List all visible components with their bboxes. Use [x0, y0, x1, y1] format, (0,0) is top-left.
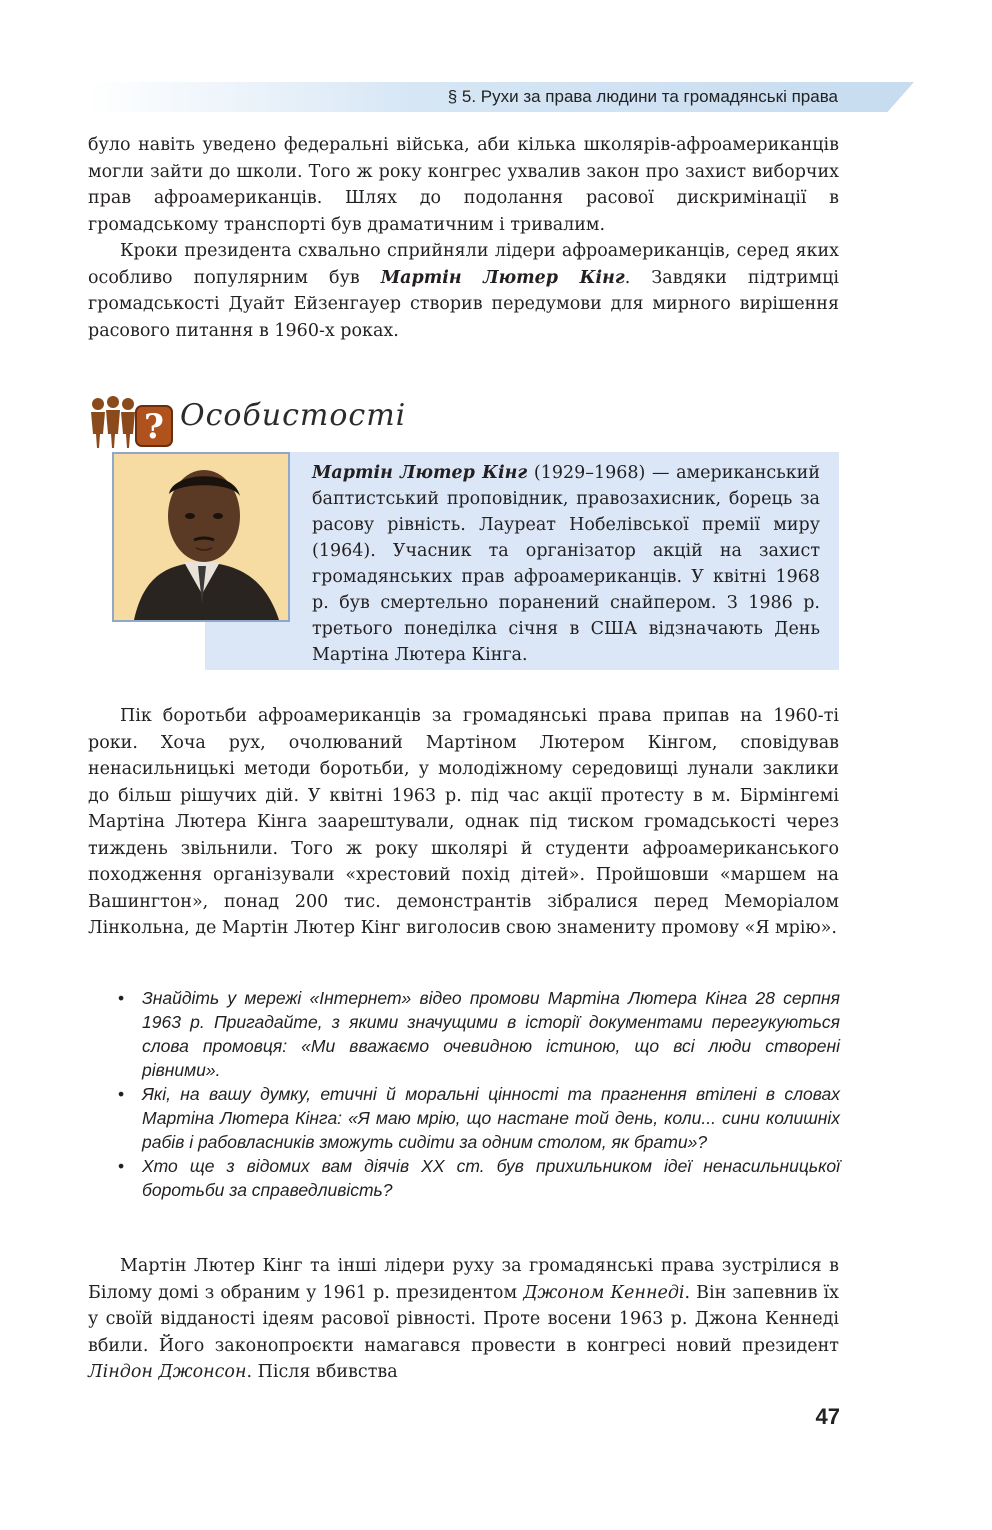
bullet-icon: • [118, 988, 125, 1008]
bullet-icon: • [118, 1156, 125, 1176]
personalities-icon [88, 392, 178, 452]
main-text [88, 703, 839, 942]
bio-name: Мартін Лютер Кінг [312, 463, 528, 483]
intro-text [88, 132, 839, 344]
page-number: 47 [815, 1404, 840, 1429]
question-text: Хто ще з відомих вам діячів XX ст. був прихильником ідеї ненасильницької боротьби за справедливість? [142, 1156, 840, 1200]
paragraph-2 [88, 238, 839, 344]
king-name: Мартін Лютер Кінг [380, 267, 625, 288]
paragraph-2-end: . Завдяки підтримці громадськості Дуайт Ейзенгауер створив передумови для мирного вирішення расового питання в 1960-х роках. [88, 267, 839, 341]
paragraph-4-a: Мартін Лютер Кінг та інші лідери руху за громадянські права зустрілися в Білому домі з обраним у 1961 р. президентом [88, 1256, 839, 1303]
question-item [118, 986, 840, 1082]
paragraph-4 [88, 1253, 839, 1386]
closing-text [88, 1253, 839, 1386]
section-title: § 5. Рухи за права людини та громадянські права [447, 87, 838, 106]
kennedy-name: Джоном Кеннеді [523, 1282, 685, 1303]
question-item [118, 1082, 840, 1154]
personalities-heading: Особистості [180, 398, 407, 433]
question-list [118, 986, 840, 1202]
paragraph-3: Пік боротьби афроамериканців за громадянські права припав на 1960-ті роки. Хоча рух, очолюваний Мартіном Лютером Кінгом, сповідував ненасильницькі методи боротьби, у молодіжному середовищі лунали заклики до більш рішучих дій. У квітні 1963 р. під час акції протесту в м. Бірмінгемі Мартіна Лютера Кінга заарештували, однак під тиском громадськості через тиждень звільнили. Того ж року школярі й студенти афроамериканського походження організували «хрестовий похід дітей». Пройшовши «маршем на Вашингтон», понад 200 тис. демонстрантів зібралися перед Меморіалом Лінкольна, де Мартін Лютер Кінг виголосив свою знамениту промову «Я мрію». [88, 706, 839, 938]
king-portrait [112, 452, 290, 622]
bullet-icon: • [118, 1084, 125, 1104]
bio-text [312, 460, 820, 668]
paragraph-2-start: Кроки президента схвально сприйняли лідери афроамериканців, серед яких особливо популярним був [88, 241, 839, 288]
question-text: Які, на вашу думку, етичні й моральні цінності та прагнення втілені в словах Мартіна Лютера Кінга: «Я маю мрію, що настане той день, коли... сини колишніх рабів і рабовласників зможуть сидіти за одним столом, як брати»? [142, 1084, 840, 1152]
paragraph-4-b: . Він запевнив їх у своїй відданості ідеям расової рівності. Проте восени 1963 р. Джона Кеннеді вбили. Його законопроєкти намагався провести в конгресі новий президент [88, 1282, 839, 1356]
bio-description: (1929–1968) — американський баптистський проповідник, правозахисник, борець за расову рівність. Лауреат Нобелівської премії миру (1964). Учасник та організатор акцій на захист громадянських прав афроамериканців. У квітні 1968 р. був смертельно поранений снайпером. З 1986 р. третього понеділка січня в США відзначають День Мартіна Лютера Кінга. [312, 463, 820, 665]
question-text: Знайдіть у мережі «Інтернет» відео промови Мартіна Лютера Кінга 28 серпня 1963 р. Пригадайте, з якими значущими в історії документами перегукуються слова промовця: «Ми вважаємо очевидною істиною, що всі люди створені рівними». [142, 988, 840, 1080]
johnson-name: Ліндон Джонсон [88, 1362, 247, 1382]
question-item [118, 1154, 840, 1202]
paragraph-4-c: . Після вбивства [246, 1362, 398, 1382]
svg-text:?: ? [144, 407, 164, 447]
paragraph-1: було навіть уведено федеральні війська, аби кілька школярів-афроамериканців могли зайти до школи. Того ж року конгрес ухвалив закон про захист виборчих прав афроамериканців. Шлях до подолання расової дискримінації в громадському транспорті був драматичним і тривалим. [88, 135, 839, 235]
